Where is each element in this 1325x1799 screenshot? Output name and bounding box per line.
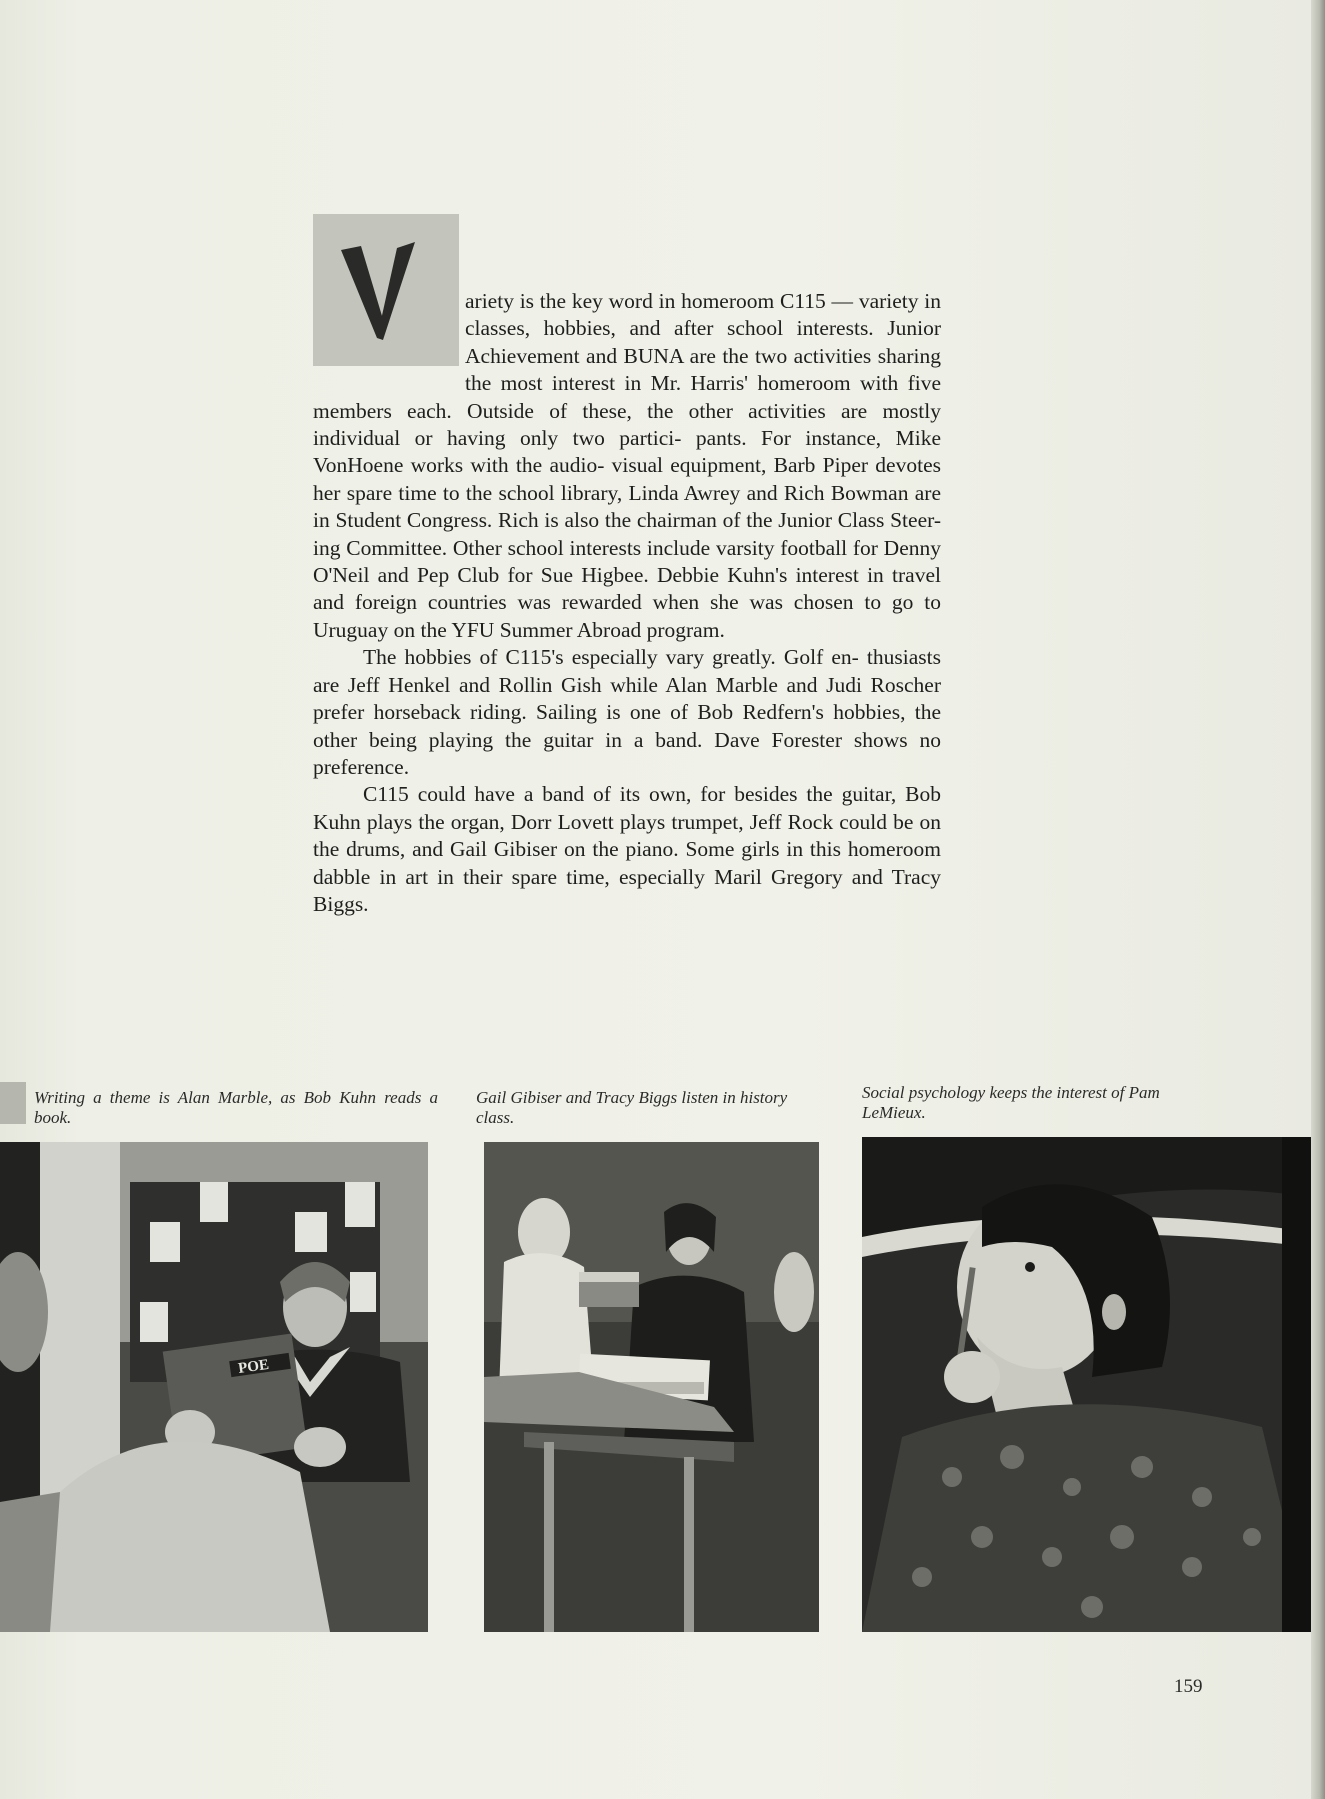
book-cover-title: POE <box>237 1356 271 1377</box>
photo-student-reading <box>0 1142 428 1632</box>
caption-photo-2: Gail Gibiser and Tracy Biggs listen in history class. <box>476 1088 788 1127</box>
page-number: 159 <box>1174 1676 1203 1697</box>
article-paragraph-3: C115 could have a band of its own, for besides the guitar, Bob Kuhn plays the organ, Dorr Lovett plays trumpet, Jeff Rock could be on the drums, and Gail Gibiser on the piano. Some girls in this homeroom dabble in art in their spare time, especially Maril Gregory and Tracy Biggs. <box>313 782 941 916</box>
photo-social-psychology <box>862 1137 1311 1632</box>
caption-photo-1: Writing a theme is Alan Marble, as Bob Kuhn reads a book. <box>34 1088 438 1127</box>
photo-history-class <box>484 1142 819 1632</box>
article-paragraph-1-text: ariety is the key word in homeroom C115 — variety in classes, hobbies, and after school interests. Junior Achievement and BUNA are the two activities sharing the most interest in Mr. Harris' homeroom with five members each. Outside of these, the other activities are mostly individual or having only two partici- pants. For instance, Mike VonHoene works with the audio- visual equipment, Barb Piper devotes her spare time to the school library, Linda Awrey and Rich Bowman are in Student Congress. Rich is also the chairman of the Junior Class Steer- ing Committee. Other school interests include varsity football for Denny O'Neil and Pep Club for Sue Higbee. Debbie Kuhn's interest in travel and foreign countries was rewarded when she was chosen to go to Uruguay on the YFU Summer Abroad program. <box>313 289 941 642</box>
page-spine-edge <box>1311 0 1325 1799</box>
drop-cap-v-glyph <box>341 242 431 342</box>
article-paragraph-2: The hobbies of C115's especially vary greatly. Golf en- thusiasts are Jeff Henkel and Rollin Gish while Alan Marble and Judi Roscher prefer horseback riding. Sailing is one of Bob Redfern's hobbies, the other being playing the guitar in a band. Dave Forester shows no preference. <box>313 645 941 779</box>
caption-photo-3: Social psychology keeps the interest of Pam LeMieux. <box>862 1083 1160 1122</box>
drop-cap <box>313 214 459 366</box>
article <box>313 214 941 918</box>
caption-marker <box>0 1082 26 1124</box>
